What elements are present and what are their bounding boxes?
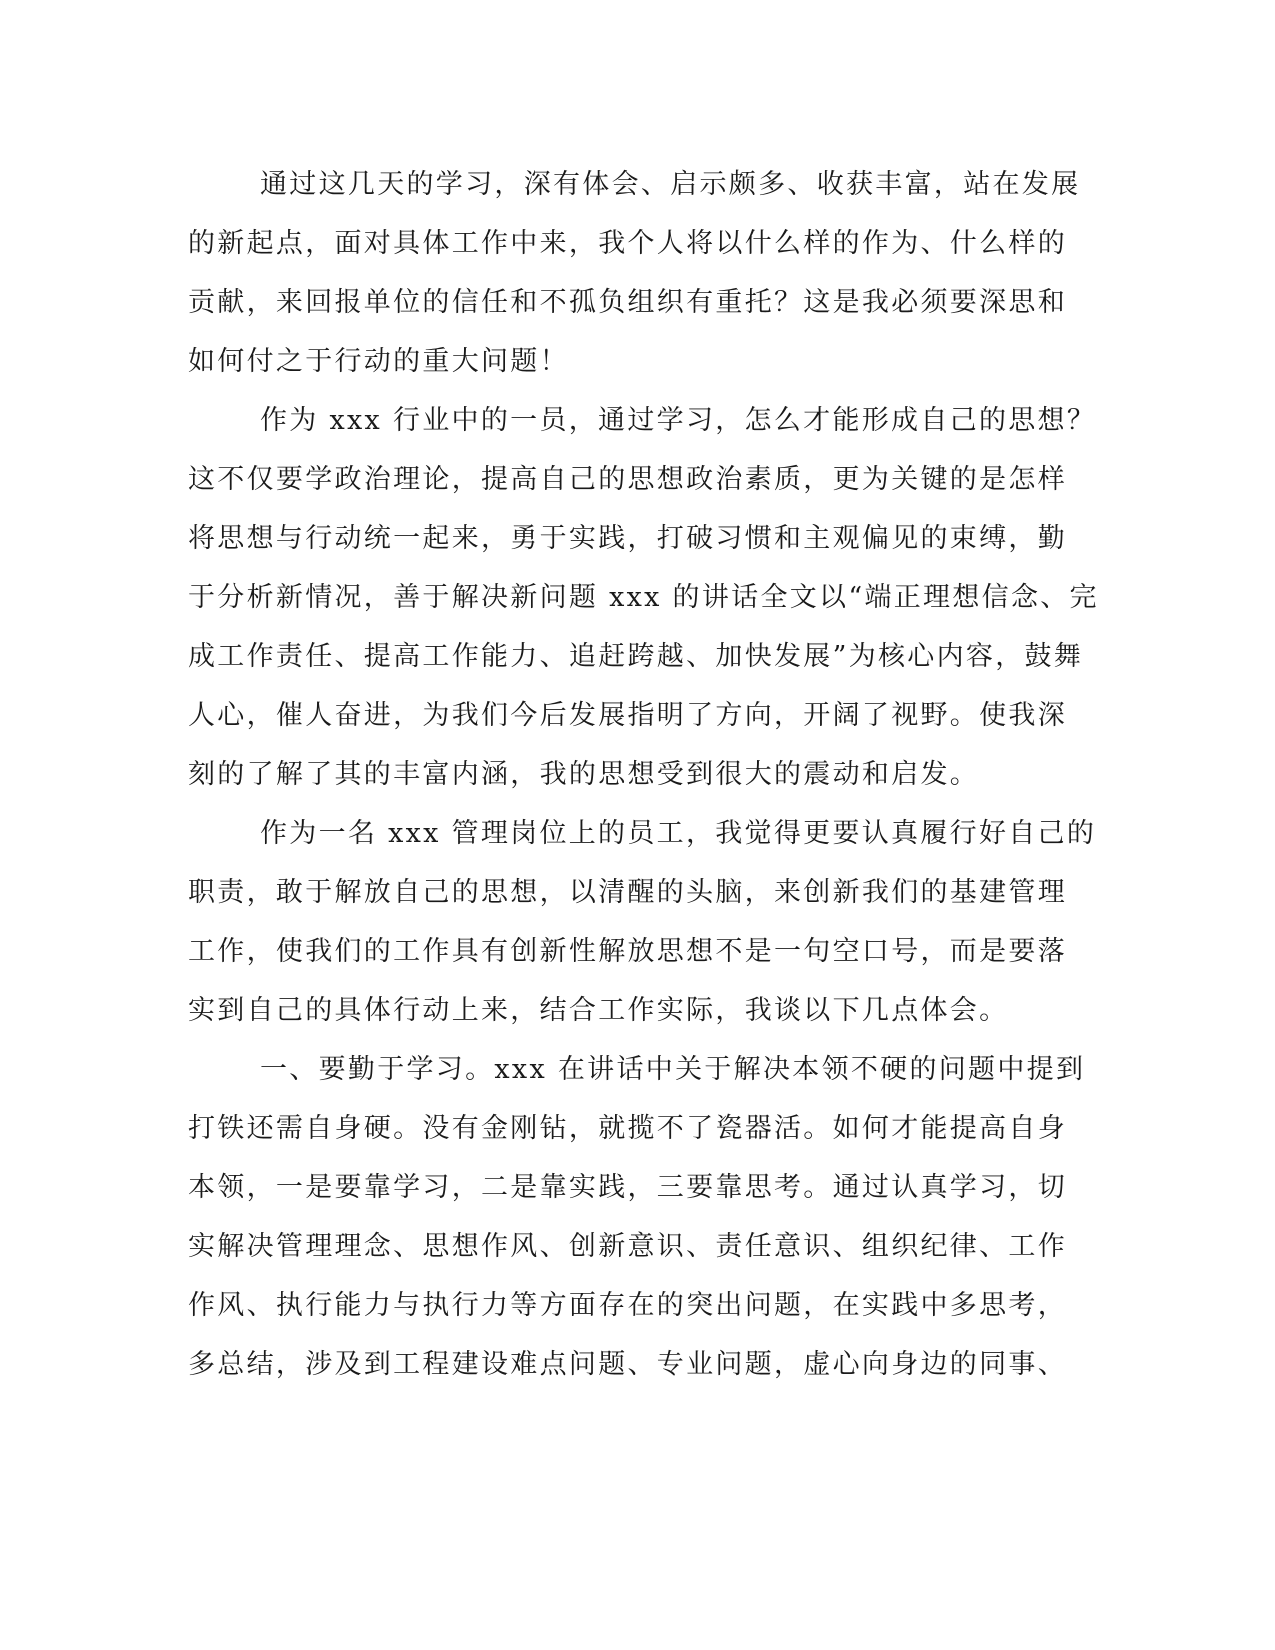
paragraph-4-line-1: 一、要勤于学习。xxx 在讲话中关于解决本领不硬的问题中提到 — [260, 1054, 1086, 1085]
paragraph-4-line-6: 多总结，涉及到工程建设难点问题、专业问题，虚心向身边的同事、 — [188, 1349, 1067, 1380]
paragraph-1-line-4: 如何付之于行动的重大问题！ — [188, 346, 569, 377]
paragraph-2-line-3: 将思想与行动统一起来，勇于实践，打破习惯和主观偏见的束缚，勤 — [188, 523, 1067, 554]
paragraph-2-line-5: 成工作责任、提高工作能力、追赶跨越、加快发展”为核心内容，鼓舞 — [188, 641, 1084, 672]
paragraph-2-line-4: 于分析新情况，善于解决新问题 xxx 的讲话全文以“端正理想信念、完 — [188, 582, 1099, 613]
paragraph-2-line-7: 刻的了解了其的丰富内涵，我的思想受到很大的震动和启发。 — [188, 759, 980, 790]
paragraph-2-line-6: 人心，催人奋进，为我们今后发展指明了方向，开阔了视野。使我深 — [188, 700, 1067, 731]
paragraph-1-line-2: 的新起点，面对具体工作中来，我个人将以什么样的作为、什么样的 — [188, 228, 1067, 259]
paragraph-3-line-1: 作为一名 xxx 管理岗位上的员工，我觉得更要认真履行好自己的 — [260, 818, 1097, 849]
paragraph-1-line-1: 通过这几天的学习，深有体会、启示颇多、收获丰富，站在发展 — [260, 169, 1081, 200]
paragraph-3-line-3: 工作，使我们的工作具有创新性解放思想不是一句空口号，而是要落 — [188, 936, 1067, 967]
paragraph-3-line-2: 职责，敢于解放自己的思想，以清醒的头脑，来创新我们的基建管理 — [188, 877, 1067, 908]
paragraph-4-line-5: 作风、执行能力与执行力等方面存在的突出问题，在实践中多思考， — [188, 1290, 1067, 1321]
paragraph-1-line-3: 贡献，来回报单位的信任和不孤负组织有重托？这是我必须要深思和 — [188, 287, 1067, 318]
paragraph-3-line-4: 实到自己的具体行动上来，结合工作实际，我谈以下几点体会。 — [188, 995, 1009, 1026]
paragraph-4-line-3: 本领，一是要靠学习，二是靠实践，三要靠思考。通过认真学习，切 — [188, 1172, 1067, 1203]
paragraph-2-line-1: 作为 xxx 行业中的一员，通过学习，怎么才能形成自己的思想？ — [260, 405, 1097, 436]
paragraph-4-line-2: 打铁还需自身硬。没有金刚钻，就揽不了瓷器活。如何才能提高自身 — [188, 1113, 1067, 1144]
paragraph-2-line-2: 这不仅要学政治理论，提高自己的思想政治素质，更为关键的是怎样 — [188, 464, 1067, 495]
paragraph-4-line-4: 实解决管理理念、思想作风、创新意识、责任意识、组织纪律、工作 — [188, 1231, 1067, 1262]
